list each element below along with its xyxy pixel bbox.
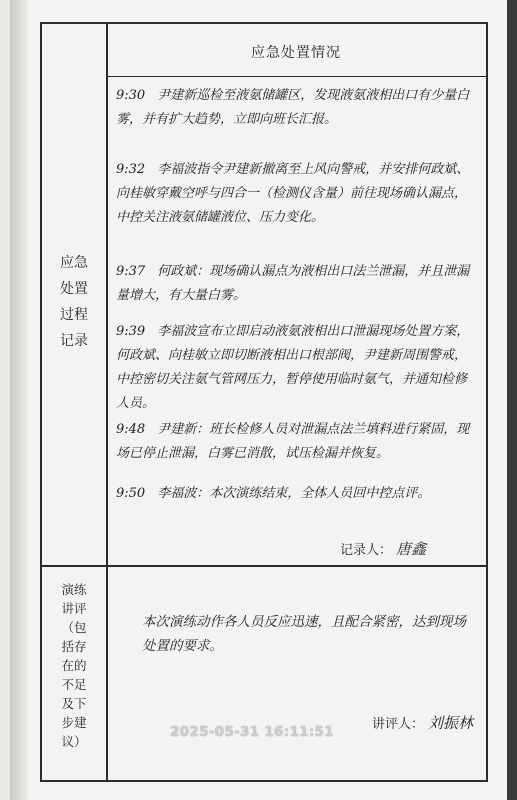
review-label-line: 讲评 xyxy=(61,601,87,616)
binding-shadow xyxy=(10,0,28,800)
document-page xyxy=(10,0,507,800)
reviewer-label: 讲评人： xyxy=(372,717,425,732)
review-label-line: 演练 xyxy=(61,582,87,597)
background-edge xyxy=(507,0,517,800)
photo-timestamp: 2025-05-31 16:11:51 xyxy=(170,724,334,740)
review-label-line: 步建 xyxy=(61,715,87,730)
column-divider xyxy=(106,24,108,780)
entry-text: 何政斌：现场确认漏点为液相出口法兰泄漏，并且泄漏量增大，有大量白雾。 xyxy=(116,264,470,303)
entry-text: 李福波：本次演练结束，全体人员回中控点评。 xyxy=(157,486,431,501)
reviewer-name: 刘振林 xyxy=(428,714,474,732)
review-label-line: 不足 xyxy=(61,677,87,692)
entry-text: 李福波指令尹建新撤离至上风向警戒，并安排何政斌、向桂敏穿戴空呼与四合一（检测仪含量）前往现场确认漏点，中控关注液氨储罐液位、压力变化。 xyxy=(116,162,470,225)
review-label-line: 及下 xyxy=(61,696,87,711)
process-label-line: 应急 xyxy=(60,255,88,271)
log-entry xyxy=(116,158,478,230)
review-comment: 本次演练动作各人员反应迅速，且配合紧密，达到现场处置的要求。 xyxy=(142,614,466,654)
review-label-line: （包 xyxy=(61,620,87,635)
entry-time: 9:39 xyxy=(116,324,146,339)
log-entry xyxy=(116,418,478,466)
entry-time: 9:37 xyxy=(116,264,146,279)
review-label-line: 在的 xyxy=(61,658,87,673)
log-entry xyxy=(116,260,478,308)
record-table xyxy=(40,22,488,782)
table-header-title: 应急处置情况 xyxy=(251,45,341,61)
process-label-line: 过程 xyxy=(60,307,88,323)
process-label-line: 处置 xyxy=(60,281,88,297)
entry-time: 9:48 xyxy=(116,422,146,437)
log-entry xyxy=(116,84,478,132)
entry-time: 9:50 xyxy=(116,486,146,501)
review-label-line: 议） xyxy=(61,734,87,749)
log-entry xyxy=(116,482,478,506)
recorder-label: 记录人： xyxy=(340,543,393,558)
recorder-name: 唐鑫 xyxy=(396,540,427,558)
recorder-signature xyxy=(340,538,426,559)
header-divider xyxy=(106,76,486,77)
process-record-label xyxy=(42,250,106,354)
log-entry xyxy=(116,320,478,416)
entry-time: 9:32 xyxy=(116,162,146,177)
reviewer-signature xyxy=(372,712,473,733)
entry-text: 尹建新巡检至液氨储罐区，发现液氨液相出口有少量白雾，并有扩大趋势，立即向班长汇报。 xyxy=(116,88,470,127)
entry-text: 尹建新：班长检修人员对泄漏点法兰填料进行紧固，现场已停止泄漏，白雾已消散，试压检漏并恢复。 xyxy=(116,422,470,461)
process-label-line: 记录 xyxy=(60,333,88,349)
section-divider xyxy=(42,565,486,567)
review-label-line: 括存 xyxy=(61,639,87,654)
entry-time: 9:30 xyxy=(116,88,146,103)
entry-text: 李福波宣布立即启动液氨液相出口泄漏现场处置方案，何政斌、向桂敏立即切断液相出口根部阀，尹建新周围警戒，中控密切关注氨气管网压力，暂停使用临时氨气，并通知检修人员。 xyxy=(116,324,470,411)
drill-review-label xyxy=(42,580,106,751)
